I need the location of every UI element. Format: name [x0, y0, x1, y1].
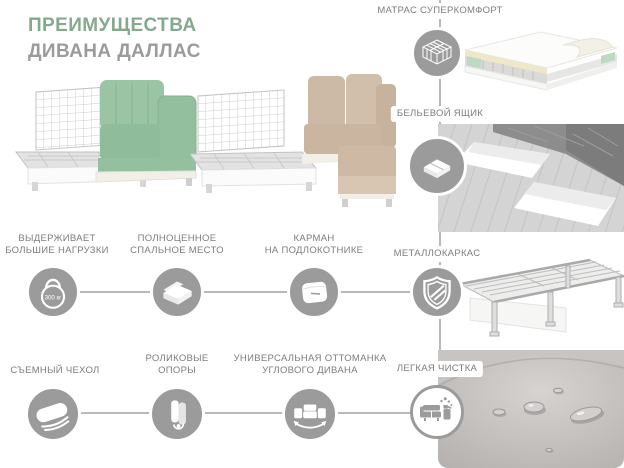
bed-icon [150, 265, 204, 319]
feature-label-rollers: РОЛИКОВЫЕ ОПОРЫ [145, 353, 209, 376]
connector-horizontal-bottom-row [53, 412, 439, 414]
feature-label-cover: СЪЕМНЫЙ ЧЕХОЛ [10, 365, 100, 376]
connector-horizontal-middle-row [53, 291, 439, 293]
beige-corner-sofa-image [190, 58, 397, 218]
sofa-spray-icon [410, 385, 464, 439]
shield-icon [410, 265, 464, 319]
feature-label-frame: МЕТАЛЛОКАРКАС [388, 246, 487, 262]
green-sofa-bed-image [8, 68, 203, 200]
page-title-line1: ПРЕИМУЩЕСТВА [28, 15, 197, 36]
mattress-cutaway-image [455, 14, 624, 96]
feature-label-bed: ПОЛНОЦЕННОЕ СПАЛЬНОЕ МЕСТО [130, 233, 224, 256]
feature-label-pocket: КАРМАН НА ПОДЛОКОТНИКЕ [264, 233, 364, 256]
feature-label-ottoman: УНИВЕРСАЛЬНАЯ ОТТОМАНКА УГЛОВОГО ДИВАНА [233, 353, 387, 376]
feature-label-mattress: МАТРАС СУПЕРКОМФОРТ [371, 3, 508, 19]
feature-label-drawer: БЕЛЬЕВОЙ ЯЩИК [391, 106, 489, 122]
folded-base-icon [407, 136, 467, 196]
spring-block-icon [411, 27, 463, 79]
page-title [28, 13, 201, 65]
kettlebell-weight-badge: 300 кг [44, 294, 62, 302]
feature-label-cleaning: ЛЕГКАЯ ЧИСТКА [391, 361, 483, 377]
page-title-line2: ДИВАНА ДАЛЛАС [28, 41, 201, 62]
feature-label-load: ВЫДЕРЖИВАЕТ БОЛЬШИЕ НАГРУЗКИ [5, 233, 109, 256]
removable-cover-icon [25, 386, 81, 442]
roller-support-icon [149, 386, 205, 442]
ottoman-swap-icon [282, 386, 338, 442]
storage-drawer-photo [438, 124, 624, 232]
kettlebell-icon [26, 265, 80, 319]
armrest-pocket-icon [287, 265, 341, 319]
